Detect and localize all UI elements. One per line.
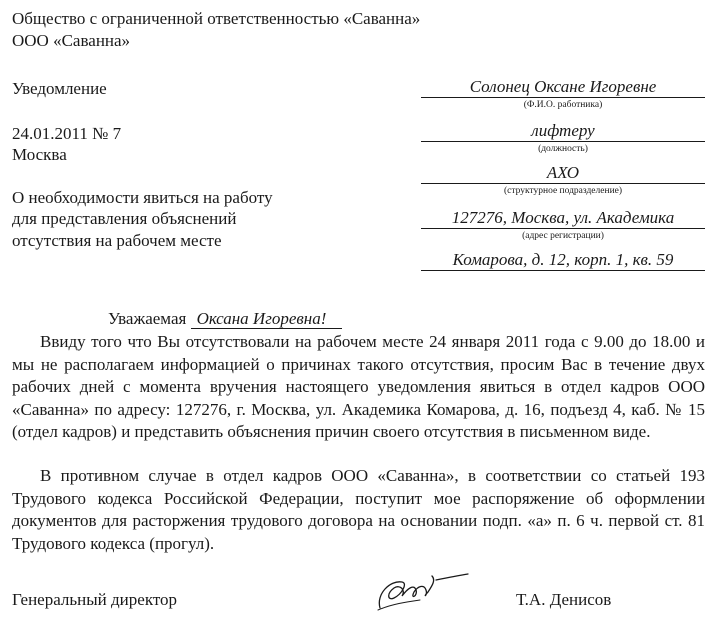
- document-date-number: 24.01.2011 № 7: [12, 124, 122, 143]
- salutation-word: Уважаемая: [108, 309, 187, 328]
- recipient-position-caption: (должность): [538, 144, 588, 154]
- signer-position: Генеральный директор: [12, 590, 178, 609]
- subject-line-1: О необходимости явиться на работу: [12, 188, 273, 207]
- recipient-address-field-2: Комарова, д. 12, корп. 1, кв. 59: [421, 250, 705, 271]
- recipient-department-field: АХО: [421, 163, 705, 184]
- recipient-name-field: Солонец Оксане Игоревне: [421, 77, 705, 98]
- organization-full-name: Общество с ограниченной ответственностью «Саванна»: [12, 9, 421, 28]
- body-paragraph-2: В противном случае в отдел кадров ООО «Саванна», в соответствии со статьей 193 Трудового кодекса Российской Федерации, поступит мое распоряжение об оформлении документов для расторжения трудового договора на основании подп. «а» п. 6 ч. первой ст. 81 Трудового кодекса (прогул).: [12, 466, 705, 553]
- salutation-name: Оксана Игоревна!: [191, 310, 342, 329]
- signer-name: Т.А. Денисов: [516, 590, 612, 609]
- salutation: [108, 308, 342, 329]
- handwritten-signature: [372, 564, 472, 616]
- subject-line-2: для представления объяснений: [12, 209, 237, 228]
- body-paragraph-1: Ввиду того что Вы отсутствовали на рабочем месте 24 января 2011 года с 9.00 до 18.00 и мы не располагаем информацией о причинах такого отсутствия, просим Вас в течение двух рабочих дней с момента вручения настоящего уведомления явиться в отдел кадров ООО «Саванна» по адресу: 127276, г. Москва, ул. Академика Комарова, д. 16, подъезд 4, каб. № 15 (отдел кадров) и представить объяснения причин своего отсутствия в письменном виде.: [12, 332, 705, 441]
- subject-line-3: отсутствия на рабочем месте: [12, 231, 222, 250]
- recipient-department-caption: (структурное подразделение): [503, 186, 623, 196]
- recipient-address-caption: (адрес регистрации): [522, 231, 604, 241]
- recipient-name-caption: (Ф.И.О. работника): [523, 100, 603, 110]
- document-city: Москва: [12, 145, 67, 164]
- organization-short-name: ООО «Саванна»: [12, 31, 131, 50]
- document-type: Уведомление: [12, 79, 107, 98]
- recipient-position-field: лифтеру: [421, 121, 705, 142]
- recipient-address-field-1: 127276, Москва, ул. Академика: [421, 208, 705, 229]
